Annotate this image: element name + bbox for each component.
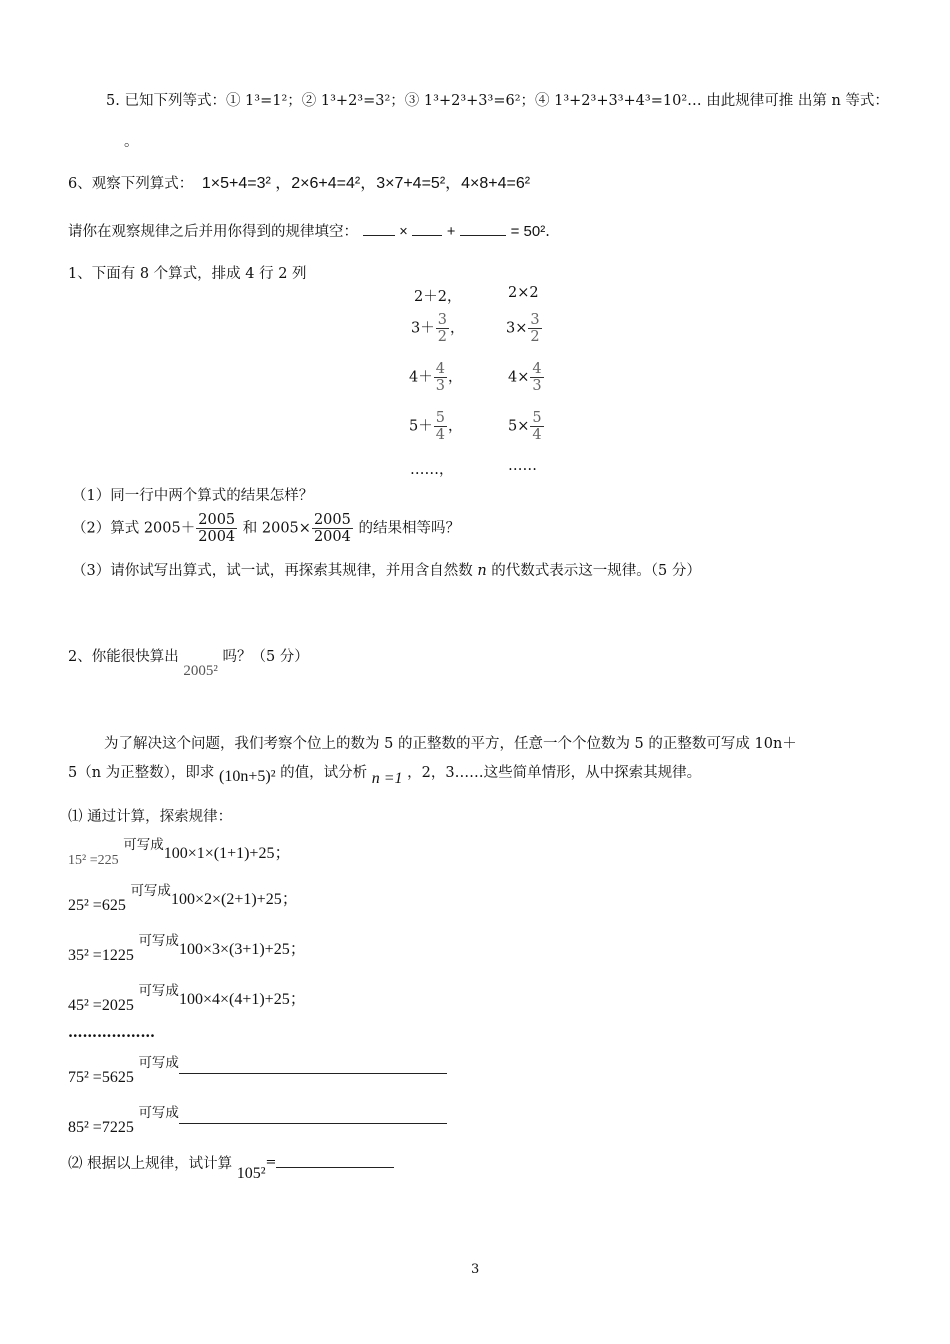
p1-row4-left: 5＋ $\frac{5}{4}$ ， (409, 410, 463, 443)
p2-row-85: 85² =7225 可写成 (68, 1110, 447, 1131)
p2-dots: ……………… (68, 1024, 155, 1041)
q6-blank-1[interactable] (363, 235, 395, 236)
q6-formulas: 1×5+4=3² ，2×6+4=4²，3×7+4=5²，4×8+4=6² (201, 175, 531, 192)
p2-blank-105[interactable] (276, 1167, 394, 1168)
q6-fill-lead: 请你在观察规律之后并用你得到的规律填空： (68, 224, 358, 240)
q6-blank-2[interactable] (412, 235, 442, 236)
q6-lead-line (68, 170, 530, 193)
p1-row1-left: 2＋2， (414, 289, 462, 305)
q6-blank-3[interactable] (460, 235, 506, 236)
p1-row3-left: 4＋ $\frac{4}{3}$ ， (409, 361, 463, 394)
q5-statement: 5. 已知下列等式：① 1³=1²；② 1³+2³=3²；③ 1³+2³+3³=6²；④ 1³+2³+3³+4³=10²… 由此规律可推 出第 n 等式： (106, 93, 889, 109)
p1-row4-right: 5× $\frac{5}{4}$ (508, 410, 542, 443)
p1-row2-right: 3× $\frac{3}{2}$ (506, 312, 540, 345)
p2-row-25: 25² =625 可写成100×2×(2+1)+25； (68, 883, 298, 914)
p2-step1: ⑴ 通过计算，探索规律： (68, 809, 233, 825)
p2-intro-n: n =1 (371, 770, 403, 787)
p1-sub1: （1）同一行中两个算式的结果怎样？ (72, 488, 314, 504)
p2-row-15: 15² =225 可写成100×1×(1+1)+25； (68, 837, 291, 868)
p2-row-75: 75² =5625 可写成 (68, 1060, 447, 1081)
p2-blank-75[interactable] (179, 1073, 447, 1074)
p1-title: 1、下面有 8 个算式，排成 4 行 2 列 (68, 266, 307, 282)
q6-plus-sign: + (446, 224, 456, 240)
q5-tail: 。 (124, 134, 139, 150)
p2-intro-expr: (10n+5)² (219, 768, 276, 785)
p1-sub3: （3）请你试写出算式，试一试，再探索其规律，并用含自然数 n 的代数式表示这一规律。（5 分） (72, 563, 701, 579)
p2-step2: ⑵ 根据以上规律，试计算 105²= (68, 1152, 394, 1173)
p1-dots-right: …… (508, 458, 537, 474)
p1-row2-left: 3＋ $\frac{3}{2}$ ， (411, 312, 465, 345)
p1-sub2: （2）算式 2005＋ $\frac{2005}{2004}$ 和 2005× $\frac{2005}{2004}$ 的结果相等吗？ (72, 512, 460, 545)
p1-row1-right: 2×2 (508, 285, 539, 301)
p2-row-45: 45² =2025 可写成100×4×(4+1)+25； (68, 983, 306, 1014)
p2-row-35: 35² =1225 可写成100×3×(3+1)+25； (68, 933, 306, 964)
q6-times-sign: × (399, 224, 408, 240)
p2-intro-1: 为了解决这个问题，我们考察个位上的数为 5 的正整数的平方，任意一个个位数为 5 的正整数可写成 10n＋ (104, 736, 797, 752)
p2-blank-85[interactable] (179, 1123, 447, 1124)
page-number: 3 (471, 1262, 480, 1277)
q6-fill-line (68, 220, 550, 241)
p1-dots-left: ……， (410, 462, 454, 478)
q6-lead: 6、观察下列算式： (68, 176, 194, 192)
q6-result: = 50² (510, 223, 546, 240)
p1-row3-right: 4× $\frac{4}{3}$ (508, 361, 542, 394)
p2-intro-2: 5（n 为正整数），即求 (10n+5)² 的值，试分析 n =1 ，2，3……这些简单情形，从中探索其规律。 (68, 765, 702, 787)
p2-title-expr: 2005² (183, 663, 218, 679)
p2-title: 2、你能很快算出 2005² 吗？（5 分） (68, 649, 309, 679)
p2-step2-expr: 105² (236, 1165, 266, 1182)
q6-period: . (545, 224, 550, 240)
